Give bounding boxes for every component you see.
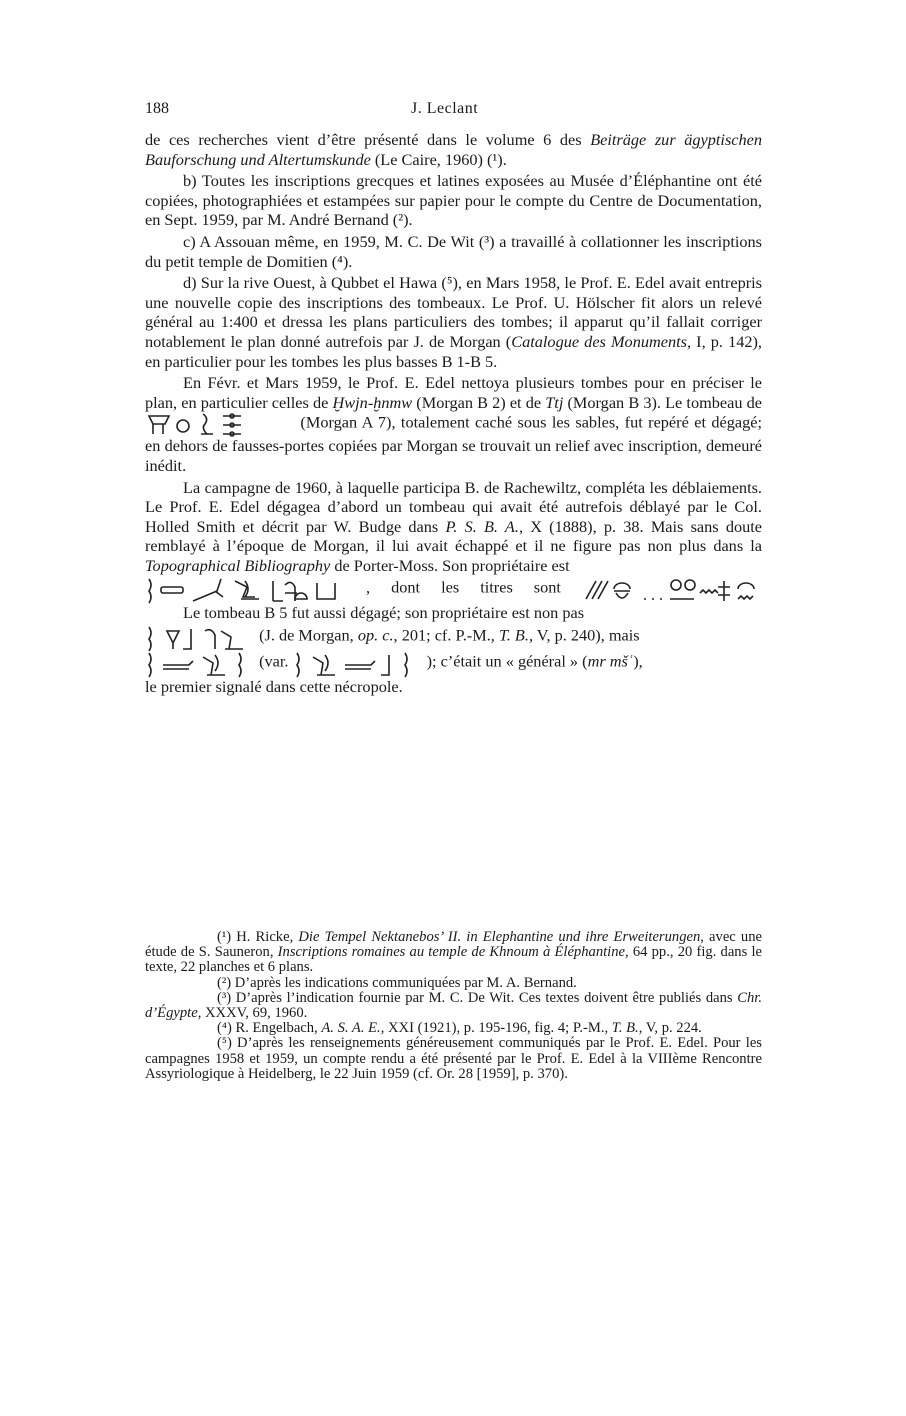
footnotes bbox=[145, 930, 762, 1082]
paragraph-d: d) Sur la rive Ouest, à Qubbet el Hawa (⁵), en Mars 1958, le Prof. E. Edel avait entrepris une nouvelle copie des inscriptions des tombeaux. Le Prof. U. Hölscher fit alors un relevé général au 1:400 et dressa les plans particuliers des tombes; il apparut qu’il fallait corriger notablement le plan donné autrefois par J. de Morgan (Catalogue des Monuments, I, p. 142), en particulier pour les tombes les plus basses B 1-B 5. bbox=[145, 273, 762, 371]
hieroglyph-line-b5-owner: (J. de Morgan, op. c., 201; cf. P.-M., T. B., V, p. 240), mais bbox=[145, 625, 762, 649]
hieroglyph-group-tomb-name bbox=[145, 412, 295, 436]
paragraph-b: b) Toutes les inscriptions grecques et latines exposées au Musée d’Éléphantine ont été copiées, photographiées et estampées sur papier pour le compte du Centre de Documentation, en Sept. 1959, par M. André Bernand (²). bbox=[145, 171, 762, 230]
paragraph-e: En Févr. et Mars 1959, le Prof. E. Edel nettoya plusieurs tombes pour en préciser le plan, en particulier celles de Ḫwjn-ḫnmw (Morgan B 2) et de Ttj (Morgan B 3). Le tombeau de (Morgan A 7), totalement caché sous les sables, fut repéré et dégagé; en dehors de fausses-portes copiées par Morgan se trouvait un relief avec inscription, demeuré inédit. bbox=[145, 373, 763, 475]
paragraph-c: c) A Assouan même, en 1959, M. C. De Wit (³) a travaillé à collationner les inscriptions du petit temple de Domitien (⁴). bbox=[145, 231, 762, 271]
footnote-5: (⁵) D’après les renseignements généreusement communiqués par le Prof. E. Edel. Pour les campagnes 1958 et 1959, un compte rendu a été présenté par le Prof. E. Edel à la VIIIème Rencontre Assyriologique à Heidelberg, le 22 Juin 1959 (cf. Or. 28 [1959], p. 370). bbox=[145, 1035, 762, 1082]
hieroglyph-group-titles bbox=[582, 577, 762, 601]
running-header bbox=[145, 100, 762, 130]
paragraph-continuation: de ces recherches vient d’être présenté dans le volume 6 des Beiträge zur ägyptischen Bauforschung und Altertumskunde (Le Caire, 1960) (¹). bbox=[145, 130, 763, 169]
hieroglyph-group-owner-b5 bbox=[145, 651, 255, 675]
hieroglyph-group-owner-name bbox=[145, 577, 345, 601]
hieroglyph-group-not-name bbox=[145, 625, 255, 649]
footnote-2: (²) D’après les indications communiquées par M. A. Bernand. bbox=[217, 974, 577, 991]
main-text bbox=[145, 130, 762, 697]
hieroglyph-line-owner: , dont les titres sont bbox=[145, 577, 762, 601]
footnote-4: (⁴) R. Engelbach, A. S. A. E., XXI (1921), p. 195-196, fig. 4; P.-M., T. B., V, p. 224. bbox=[217, 1020, 702, 1037]
footnote-3: (³) D’après l’indication fournie par M. C. De Wit. Ces textes doivent être publiés dans Chr. d’Égypte, XXXV, 69, 1960. bbox=[145, 989, 762, 1022]
footnote-1: (¹) H. Ricke, Die Tempel Nektanebos’ II. in Elephantine und ihre Erweiterungen, avec une étude de S. Sauneron, Inscriptions romaines au temple de Khnoum à Éléphantine, 64 pp., 20 fig. dans le texte, 22 planches et 6 plans. bbox=[145, 929, 762, 976]
hieroglyph-group-variant bbox=[293, 651, 423, 675]
page-body bbox=[145, 100, 762, 697]
hieroglyph-line-variant: (var. ); c’était un « général » (mr mšʿ), bbox=[145, 651, 762, 675]
paragraph-f: La campagne de 1960, à laquelle participa B. de Rachewiltz, compléta les déblaiements. Le Prof. E. Edel dégagea d’abord un tombeau qui avait été autrefois déblayé par le Col. Holled Smith et décrit par W. Budge dans P. S. B. A., X (1888), p. 38. Mais sans doute remblayé à l’époque de Morgan, il lui avait échappé et il ne figure pas non plus dans la Topographical Bibliography de Porter-Moss. Son propriétaire est bbox=[145, 477, 762, 575]
page-number: 188 bbox=[145, 100, 169, 117]
running-author: J. Leclant bbox=[411, 100, 479, 117]
paragraph-g-end: le premier signalé dans cette nécropole. bbox=[145, 677, 403, 697]
paragraph-g: Le tombeau B 5 fut aussi dégagé; son propriétaire est non pas bbox=[183, 603, 585, 623]
